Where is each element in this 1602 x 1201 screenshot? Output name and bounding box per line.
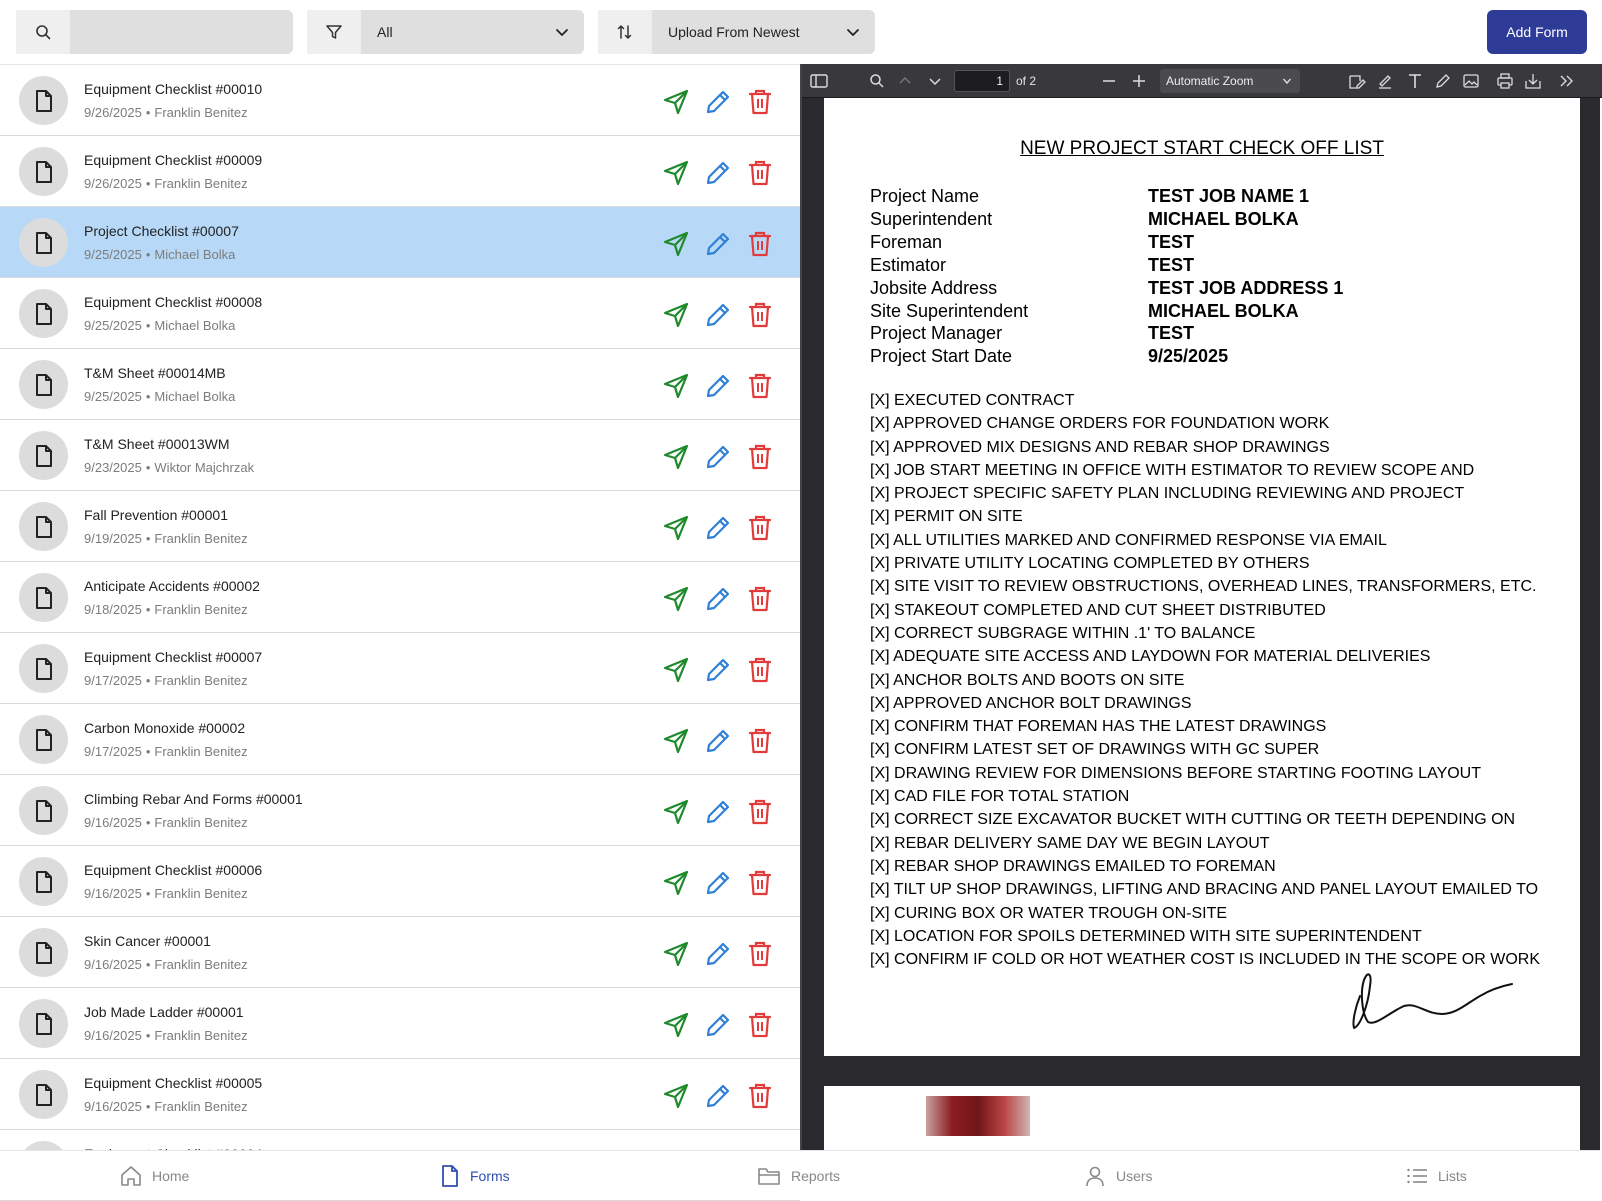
- chevron-down-icon: [845, 24, 861, 40]
- nav-item-users[interactable]: [1084, 1151, 1153, 1201]
- form-row[interactable]: [0, 988, 800, 1059]
- send-icon[interactable]: [661, 371, 691, 401]
- nav-label: Home: [152, 1168, 190, 1184]
- checklist: [870, 392, 1540, 974]
- form-date: 9/26/2025: [84, 176, 142, 191]
- form-date: 9/19/2025: [84, 531, 142, 546]
- checklist-item: [X] CORRECT SUBGRAGE WITHIN .1' TO BALANCE: [870, 624, 1256, 642]
- form-row[interactable]: [0, 491, 800, 562]
- delete-icon[interactable]: [745, 939, 775, 969]
- document-icon: [19, 1070, 68, 1119]
- next-page-icon[interactable]: [926, 72, 944, 90]
- field-label: Project Start Date: [870, 346, 1013, 367]
- form-date: 9/23/2025: [84, 460, 142, 475]
- find-icon[interactable]: [868, 72, 886, 90]
- form-row[interactable]: [0, 420, 800, 491]
- form-author: Franklin Benitez: [154, 957, 248, 972]
- page-total: of 2: [1016, 74, 1037, 88]
- send-icon[interactable]: [661, 655, 691, 685]
- chevron-down-icon: [554, 24, 570, 40]
- meta-separator: •: [145, 176, 151, 191]
- signature-image: [1346, 966, 1516, 1036]
- field-label: Project Manager: [870, 323, 1003, 344]
- meta-separator: •: [145, 744, 151, 759]
- send-icon[interactable]: [661, 300, 691, 330]
- checklist-item: [X] CONFIRM LATEST SET OF DRAWINGS WITH GC SUPER: [870, 741, 1320, 759]
- delete-icon[interactable]: [745, 442, 775, 472]
- meta-separator: •: [145, 105, 151, 120]
- checklist-item: [X] REBAR DELIVERY SAME DAY WE BEGIN LAYOUT: [870, 834, 1270, 852]
- document-icon: [19, 573, 68, 622]
- form-row[interactable]: [0, 207, 800, 278]
- edit-icon[interactable]: [703, 87, 733, 117]
- checklist-item: [X] LOCATION FOR SPOILS DETERMINED WITH SITE SUPERINTENDENT: [870, 927, 1422, 945]
- save-icon[interactable]: [1524, 72, 1542, 90]
- field-value: MICHAEL BOLKA: [1148, 208, 1299, 229]
- form-title: T&M Sheet #00013WM: [84, 436, 230, 452]
- document-icon: [19, 715, 68, 764]
- form-meta: [84, 673, 248, 688]
- form-meta: [84, 815, 248, 830]
- filter-value: All: [377, 24, 393, 40]
- checklist-item: [X] APPROVED ANCHOR BOLT DRAWINGS: [870, 694, 1192, 712]
- edit-icon[interactable]: [703, 229, 733, 259]
- send-icon[interactable]: [661, 1010, 691, 1040]
- form-author: Franklin Benitez: [154, 1099, 248, 1114]
- meta-separator: •: [145, 602, 151, 617]
- document-icon: [440, 1164, 460, 1188]
- send-icon[interactable]: [661, 726, 691, 756]
- meta-separator: •: [145, 886, 151, 901]
- page-number-input[interactable]: [954, 70, 1010, 92]
- field-label: Foreman: [870, 231, 943, 252]
- meta-separator: •: [145, 389, 151, 404]
- form-author: Franklin Benitez: [154, 105, 248, 120]
- nav-item-lists[interactable]: [1406, 1151, 1467, 1201]
- checklist-item: [X] CAD FILE FOR TOTAL STATION: [870, 788, 1130, 806]
- field-label: Estimator: [870, 254, 947, 275]
- field-label: Site Superintendent: [870, 300, 1029, 321]
- form-title: T&M Sheet #00014MB: [84, 365, 226, 381]
- filter-icon: [307, 10, 361, 54]
- form-meta: [84, 886, 248, 901]
- checklist-item: [X] PROJECT SPECIFIC SAFETY PLAN INCLUDING REVIEWING AND PROJECT: [870, 485, 1465, 503]
- search-input[interactable]: [70, 10, 293, 54]
- field-value: 9/25/2025: [1148, 346, 1229, 367]
- pdf-page-1: [824, 98, 1580, 1056]
- chevron-down-icon: [1282, 76, 1292, 86]
- form-date: 9/17/2025: [84, 744, 142, 759]
- checklist-item: [X] APPROVED MIX DESIGNS AND REBAR SHOP DRAWINGS: [870, 438, 1330, 456]
- form-title: Project Checklist #00007: [84, 223, 239, 239]
- delete-icon[interactable]: [745, 300, 775, 330]
- edit-icon[interactable]: [703, 584, 733, 614]
- highlight-icon[interactable]: [1376, 72, 1394, 90]
- pdf-viewer: [800, 64, 1600, 1150]
- meta-separator: •: [145, 957, 151, 972]
- form-date: 9/18/2025: [84, 602, 142, 617]
- previous-page-icon[interactable]: [896, 72, 914, 90]
- meta-separator: •: [145, 247, 151, 262]
- form-author: Franklin Benitez: [154, 673, 248, 688]
- form-meta: [84, 531, 248, 546]
- form-date: 9/16/2025: [84, 1028, 142, 1043]
- checklist-item: [X] CONFIRM THAT FOREMAN HAS THE LATEST DRAWINGS: [870, 718, 1327, 736]
- checklist-item: [X] ALL UTILITIES MARKED AND CONFIRMED RESPONSE VIA EMAIL: [870, 531, 1387, 549]
- form-title: Equipment Checklist #00010: [84, 81, 263, 97]
- form-meta: [84, 318, 235, 333]
- document-icon: [19, 644, 68, 693]
- form-meta: [84, 460, 254, 475]
- edit-icon[interactable]: [703, 868, 733, 898]
- form-row[interactable]: [0, 349, 800, 420]
- meta-separator: •: [145, 318, 151, 333]
- form-title: Carbon Monoxide #00002: [84, 720, 246, 736]
- form-author: Franklin Benitez: [154, 176, 248, 191]
- form-title: Fall Prevention #00001: [84, 507, 228, 523]
- nav-label: Forms: [470, 1168, 510, 1184]
- checklist-item: [X] CURING BOX OR WATER TROUGH ON-SITE: [870, 904, 1228, 922]
- form-meta: [84, 247, 235, 262]
- checklist-item: [X] PRIVATE UTILITY LOCATING COMPLETED BY OTHERS: [870, 555, 1310, 573]
- send-icon[interactable]: [661, 513, 691, 543]
- document-icon: [19, 218, 68, 267]
- form-row[interactable]: [0, 775, 800, 846]
- checklist-item: [X] APPROVED CHANGE ORDERS FOR FOUNDATION WORK: [870, 415, 1330, 433]
- delete-icon[interactable]: [745, 371, 775, 401]
- folder-icon: [757, 1165, 781, 1187]
- form-title: Equipment Checklist #00006: [84, 862, 263, 878]
- form-title: Equipment Checklist #00008: [84, 294, 263, 310]
- form-title: Climbing Rebar And Forms #00001: [84, 791, 303, 807]
- filter-dropdown[interactable]: [307, 10, 584, 54]
- send-icon[interactable]: [661, 797, 691, 827]
- document-icon: [19, 76, 68, 125]
- checklist-item: [X] TILT UP SHOP DRAWINGS, LIFTING AND BRACING AND PANEL LAYOUT EMAILED TO: [870, 881, 1539, 899]
- form-meta: [84, 602, 248, 617]
- send-icon[interactable]: [661, 939, 691, 969]
- draw-icon[interactable]: [1434, 72, 1452, 90]
- text-tool-icon[interactable]: [1406, 72, 1424, 90]
- checklist-item: [X] ADEQUATE SITE ACCESS AND LAYDOWN FOR MATERIAL DELIVERIES: [870, 648, 1431, 666]
- form-meta: [84, 1028, 248, 1043]
- form-row[interactable]: [0, 704, 800, 775]
- send-icon[interactable]: [661, 158, 691, 188]
- form-row[interactable]: [0, 846, 800, 917]
- checklist-item: [X] STAKEOUT COMPLETED AND CUT SHEET DISTRIBUTED: [870, 601, 1326, 619]
- document-icon: [19, 857, 68, 906]
- sort-dropdown[interactable]: [598, 10, 875, 54]
- delete-icon[interactable]: [745, 513, 775, 543]
- nav-item-home[interactable]: [120, 1151, 189, 1201]
- edit-icon[interactable]: [703, 1010, 733, 1040]
- zoom-in-icon[interactable]: [1130, 72, 1148, 90]
- form-date: 9/16/2025: [84, 815, 142, 830]
- form-title: Equipment Checklist #00009: [84, 152, 263, 168]
- checklist-item: [X] ANCHOR BOLTS AND BOOTS ON SITE: [870, 671, 1185, 689]
- form-row[interactable]: [0, 65, 800, 136]
- form-row[interactable]: [0, 562, 800, 633]
- field-label: Project Name: [870, 186, 980, 206]
- delete-icon[interactable]: [745, 229, 775, 259]
- meta-separator: •: [145, 673, 151, 688]
- edit-icon[interactable]: [703, 797, 733, 827]
- form-row[interactable]: [0, 1059, 800, 1130]
- edit-icon[interactable]: [703, 1081, 733, 1111]
- edit-icon[interactable]: [703, 300, 733, 330]
- meta-separator: •: [145, 815, 151, 830]
- zoom-out-icon[interactable]: [1100, 72, 1118, 90]
- form-title: Equipment Checklist #00005: [84, 1075, 263, 1091]
- edit-icon[interactable]: [703, 939, 733, 969]
- user-icon: [1084, 1165, 1106, 1187]
- nav-label: Users: [1116, 1168, 1153, 1184]
- form-meta: [84, 1099, 248, 1114]
- print-icon[interactable]: [1496, 72, 1514, 90]
- field-value: TEST JOB ADDRESS 1: [1148, 277, 1344, 298]
- delete-icon[interactable]: [745, 797, 775, 827]
- edit-icon[interactable]: [703, 513, 733, 543]
- form-date: 9/16/2025: [84, 957, 142, 972]
- list-icon: [1406, 1166, 1428, 1186]
- forms-list: [0, 64, 800, 1150]
- form-meta: [84, 176, 248, 191]
- document-icon: [19, 999, 68, 1048]
- form-title: Skin Cancer #00001: [84, 933, 211, 949]
- nav-label: Lists: [1438, 1168, 1467, 1184]
- edit-icon[interactable]: [703, 442, 733, 472]
- delete-icon[interactable]: [745, 87, 775, 117]
- more-tools-icon[interactable]: [1558, 72, 1576, 90]
- form-author: Franklin Benitez: [154, 744, 248, 759]
- document-icon: [19, 360, 68, 409]
- form-author: Franklin Benitez: [154, 602, 248, 617]
- form-date: 9/17/2025: [84, 673, 142, 688]
- field-value: TEST: [1148, 254, 1195, 275]
- delete-icon[interactable]: [745, 1081, 775, 1111]
- delete-icon[interactable]: [745, 584, 775, 614]
- bottom-navigation: [0, 1150, 1600, 1200]
- form-author: Wiktor Majchrzak: [154, 460, 255, 475]
- sort-value: Upload From Newest: [668, 24, 800, 40]
- search-box[interactable]: [16, 10, 293, 54]
- checklist-item: [X] SITE VISIT TO REVIEW OBSTRUCTIONS, OVERHEAD LINES, TRANSFORMERS, ETC.: [870, 578, 1537, 596]
- form-author: Franklin Benitez: [154, 886, 248, 901]
- send-icon[interactable]: [661, 87, 691, 117]
- form-author: Michael Bolka: [154, 318, 236, 333]
- search-icon[interactable]: [16, 10, 70, 54]
- form-meta: [84, 744, 248, 759]
- checklist-item: [X] JOB START MEETING IN OFFICE WITH ESTIMATOR TO REVIEW SCOPE AND: [870, 461, 1475, 479]
- add-form-button[interactable]: Add Form: [1487, 10, 1587, 54]
- field-label: Jobsite Address: [870, 277, 998, 298]
- form-date: 9/25/2025: [84, 318, 142, 333]
- field-value: TEST JOB NAME 1: [1148, 186, 1310, 206]
- form-row[interactable]: [0, 633, 800, 704]
- home-icon: [120, 1165, 142, 1187]
- checklist-item: [X] CORRECT SIZE EXCAVATOR BUCKET WITH CUTTING OR TEETH DEPENDING ON: [870, 811, 1516, 829]
- sidebar-toggle-icon[interactable]: [810, 72, 828, 90]
- edit-icon[interactable]: [703, 655, 733, 685]
- meta-separator: •: [145, 531, 151, 546]
- form-title: Equipment Checklist #00007: [84, 649, 263, 665]
- edit-icon[interactable]: [703, 726, 733, 756]
- form-author: Michael Bolka: [154, 247, 236, 262]
- pdf-toolbar: [802, 64, 1602, 98]
- form-author: Michael Bolka: [154, 389, 236, 404]
- form-date: 9/25/2025: [84, 389, 142, 404]
- nav-item-reports[interactable]: [757, 1151, 840, 1201]
- field-value: TEST: [1148, 231, 1195, 252]
- document-icon: [19, 431, 68, 480]
- form-row[interactable]: [0, 917, 800, 988]
- delete-icon[interactable]: [745, 868, 775, 898]
- form-row[interactable]: [0, 278, 800, 349]
- document-icon: [19, 502, 68, 551]
- checklist-item: [X] REBAR SHOP DRAWINGS EMAILED TO FOREMAN: [870, 857, 1276, 875]
- form-date: 9/25/2025: [84, 247, 142, 262]
- document-icon: [19, 786, 68, 835]
- signature-icon[interactable]: [1348, 72, 1366, 90]
- document-icon: [19, 289, 68, 338]
- field-value: MICHAEL BOLKA: [1148, 300, 1299, 321]
- form-meta: [84, 105, 248, 120]
- form-row[interactable]: [0, 136, 800, 207]
- delete-icon[interactable]: [745, 726, 775, 756]
- meta-separator: •: [145, 1099, 151, 1114]
- meta-separator: •: [145, 460, 151, 475]
- edit-icon[interactable]: [703, 158, 733, 188]
- form-date: 9/16/2025: [84, 886, 142, 901]
- document-title: NEW PROJECT START CHECK OFF LIST: [1020, 138, 1384, 159]
- edit-icon[interactable]: [703, 371, 733, 401]
- document-icon: [19, 147, 68, 196]
- zoom-select[interactable]: [1160, 69, 1300, 93]
- send-icon[interactable]: [661, 229, 691, 259]
- checklist-item: [X] DRAWING REVIEW FOR DIMENSIONS BEFORE STARTING FOOTING LAYOUT: [870, 764, 1482, 782]
- form-title: Job Made Ladder #00001: [84, 1004, 244, 1020]
- send-icon[interactable]: [661, 584, 691, 614]
- nav-label: Reports: [791, 1168, 841, 1184]
- form-title: Anticipate Accidents #00002: [84, 578, 260, 594]
- document-icon: [19, 928, 68, 977]
- form-meta: [84, 389, 235, 404]
- nav-item-forms[interactable]: [440, 1151, 510, 1201]
- top-toolbar: [0, 0, 1600, 64]
- meta-separator: •: [145, 1028, 151, 1043]
- field-label: Superintendent: [870, 208, 993, 229]
- send-icon[interactable]: [661, 442, 691, 472]
- checklist-item: [X] PERMIT ON SITE: [870, 508, 1023, 526]
- form-author: Franklin Benitez: [154, 531, 248, 546]
- form-date: 9/26/2025: [84, 105, 142, 120]
- checklist-item: [X] EXECUTED CONTRACT: [870, 392, 1075, 409]
- form-author: Franklin Benitez: [154, 1028, 248, 1043]
- delete-icon[interactable]: [745, 1010, 775, 1040]
- send-icon[interactable]: [661, 1081, 691, 1111]
- page-photo: [926, 1096, 1030, 1136]
- checklist-item: [X] CONFIRM IF COLD OR HOT WEATHER COST IS INCLUDED IN THE SCOPE OR WORK: [870, 951, 1540, 969]
- form-meta: [84, 957, 248, 972]
- delete-icon[interactable]: [745, 158, 775, 188]
- send-icon[interactable]: [661, 868, 691, 898]
- sort-icon: [598, 10, 652, 54]
- field-value: TEST: [1148, 323, 1195, 344]
- form-author: Franklin Benitez: [154, 815, 248, 830]
- delete-icon[interactable]: [745, 655, 775, 685]
- zoom-value: Automatic Zoom: [1166, 74, 1254, 88]
- image-icon[interactable]: [1462, 72, 1480, 90]
- form-date: 9/16/2025: [84, 1099, 142, 1114]
